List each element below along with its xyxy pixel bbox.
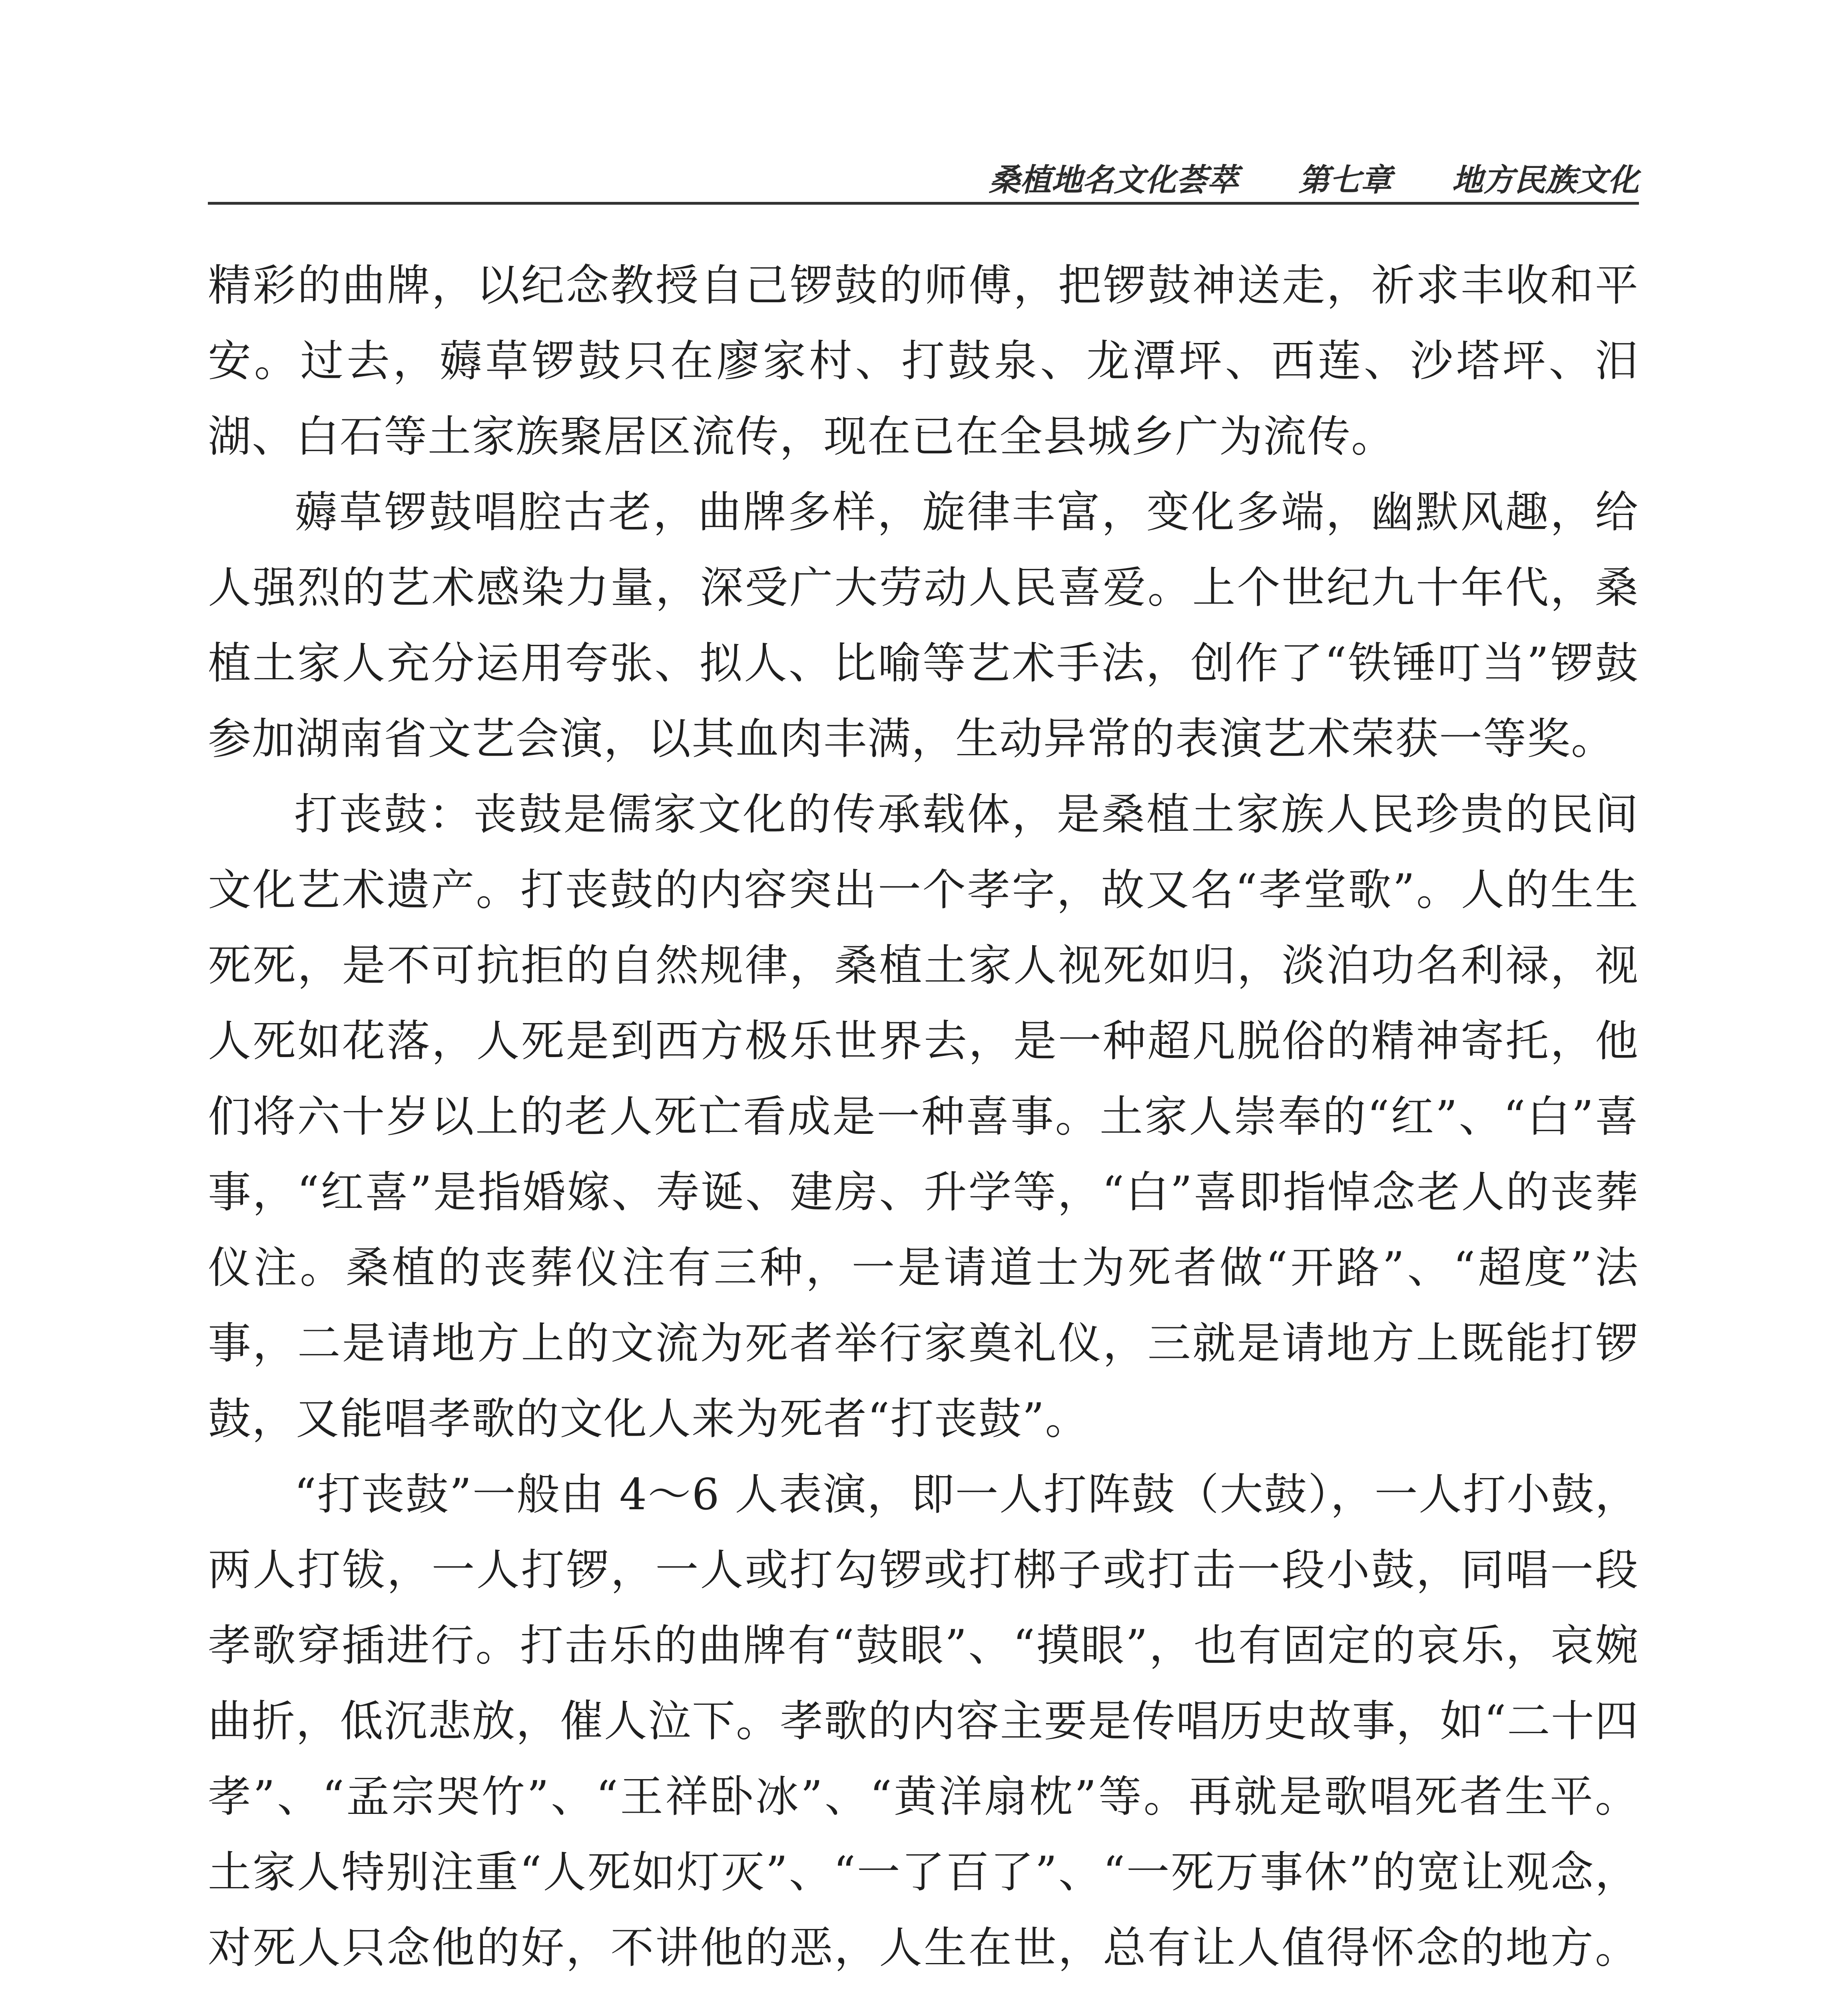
paragraph-2: 薅草锣鼓唱腔古老，曲牌多样，旋律丰富，变化多端，幽默风趣，给人强烈的艺术感染力量，深受广大劳动人民喜爱。上个世纪九十年代，桑植土家人充分运用夸张、拟人、比喻等艺术手法，创作了“铁锤叮当”锣鼓参加湖南省文艺会演，以其血肉丰满，生动异常的表演艺术荣获一等奖。 (208, 487, 1639, 764)
header-book-title: 桑植地名文化荟萃 (989, 162, 1238, 198)
running-header (208, 148, 1639, 200)
body-text (208, 248, 1639, 1999)
paragraph-3: 打丧鼓：丧鼓是儒家文化的传承载体，是桑植土家族人民珍贵的民间文化艺术遗产。打丧鼓的内容突出一个孝字，故又名“孝堂歌”。人的生生死死，是不可抗拒的自然规律，桑植土家人视死如归，淡泊功名利禄，视人死如花落，人死是到西方极乐世界去，是一种超凡脱俗的精神寄托，他们将六十岁以上的老人死亡看成是一种喜事。土家人崇奉的“红”、“白”喜事，“红喜”是指婚嫁、寿诞、建房、升学等，“白”喜即指悼念老人的丧葬仪注。桑植的丧葬仪注有三种，一是请道士为死者做“开路”、“超度”法事，二是请地方上的文流为死者举行家奠礼仪，三就是请地方上既能打锣鼓，又能唱孝歌的文化人来为死者“打丧鼓”。 (208, 790, 1639, 1444)
paragraph-1: 精彩的曲牌，以纪念教授自己锣鼓的师傅，把锣鼓神送走，祈求丰收和平安。过去，薅草锣鼓只在廖家村、打鼓泉、龙潭坪、西莲、沙塔坪、汨湖、白石等土家族聚居区流传，现在已在全县城乡广为流传。 (208, 261, 1639, 462)
header-rule (208, 202, 1639, 205)
paragraph-4: “打丧鼓”一般由 4～6 人表演，即一人打阵鼓（大鼓），一人打小鼓，两人打钹，一人打锣，一人或打勾锣或打梆子或打击一段小鼓，同唱一段孝歌穿插进行。打击乐的曲牌有“鼓眼”、“摸眼”，也有固定的哀乐，哀婉曲折，低沉悲放，催人泣下。孝歌的内容主要是传唱历史故事，如“二十四孝”、“孟宗哭竹”、“王祥卧冰”、“黄洋扇枕”等。再就是歌唱死者生平。土家人特别注重“人死如灯灭”、“一了百了”、“一死万事休”的宽让观念，对死人只念他的好，不讲他的恶，人生在世，总有让人值得怀念的地方。 (208, 1470, 1639, 1973)
header-section: 地方民族文化 (1451, 162, 1639, 198)
header-chapter: 第七章 (1298, 162, 1392, 198)
